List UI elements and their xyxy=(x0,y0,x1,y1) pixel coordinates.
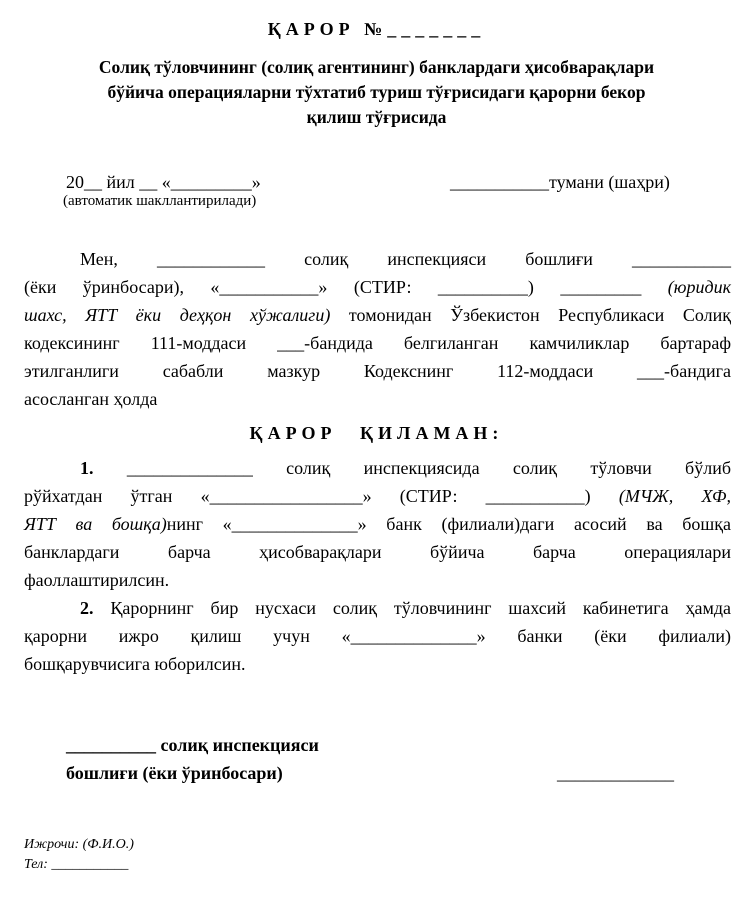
preamble-line-5: этилганлиги сабабли мазкур Кодекснинг 112-моддаси ___-бандига xyxy=(24,361,731,381)
item-1-line-5: фаоллаштирилсин. xyxy=(24,570,170,590)
phone-label: Тел: ___________ xyxy=(24,857,129,872)
item-1-number: 1. xyxy=(80,458,94,478)
signature-title-line-2: бошлиғи (ёки ўринбосари) xyxy=(66,763,283,783)
signature-line: _____________ xyxy=(557,763,674,783)
document-subtitle-line-1: Солиқ тўловчининг (солиқ агентининг) банклардаги ҳисобварақлари xyxy=(98,57,655,77)
item-2-line-2: қарорни ижро қилиш учун «______________» банки (ёки филиали) xyxy=(24,626,731,646)
signature-title-line-1: __________ солиқ инспекцияси xyxy=(66,735,319,755)
executor-label: Ижрочи: (Ф.И.О.) xyxy=(24,837,134,852)
item-2-number: 2. xyxy=(80,598,94,618)
document-subtitle-line-3: қилиш тўғрисида xyxy=(306,107,447,127)
district-field: ___________тумани (шаҳри) xyxy=(450,172,670,192)
preamble-line-1: Мен, ____________ солиқ инспекцияси бошлиғи ___________ xyxy=(80,249,731,269)
date-field: 20__ йил __ «_________» xyxy=(66,172,261,192)
preamble-line-6: асосланган ҳолда xyxy=(24,389,158,409)
item-2-line-1: 2. Қарорнинг бир нусхаси солиқ тўловчининг шахсий кабинетига ҳамда xyxy=(80,598,731,618)
decision-heading: ҚАРОР ҚИЛАМАН: xyxy=(249,423,504,443)
document-title: ҚАРОР №_______ xyxy=(267,19,486,39)
document-subtitle-line-2: бўйича операцияларни тўхтатиб туриш тўғрисидаги қарорни бекор xyxy=(107,82,646,102)
item-2-line-3: бошқарувчисига юборилсин. xyxy=(24,654,246,674)
preamble-line-2: (ёки ўринбосари), «___________» (СТИР: __________) _________ (юридик xyxy=(24,277,731,297)
item-1-line-1: 1. ______________ солиқ инспекциясида солиқ тўловчи бўлиб xyxy=(80,458,731,478)
item-1-line-3: ЯТТ ва бошқа)нинг «______________» банк (филиали)даги асосий ва бошқа xyxy=(24,514,731,534)
preamble-line-3: шахс, ЯТТ ёки деҳқон хўжалиги) томонидан Ўзбекистон Республикаси Солиқ xyxy=(24,305,731,325)
auto-generated-note: (автоматик шакллантирилади) xyxy=(63,193,257,209)
item-1-line-2: рўйхатдан ўтган «_________________» (СТИР: ___________) (МЧЖ, ХФ, xyxy=(24,486,731,506)
preamble-line-4: кодексининг 111-моддаси ___-бандида белгиланган камчиликлар бартараф xyxy=(24,333,731,353)
item-1-line-4: банклардаги барча ҳисобварақлари бўйича барча операциялари xyxy=(24,542,731,562)
